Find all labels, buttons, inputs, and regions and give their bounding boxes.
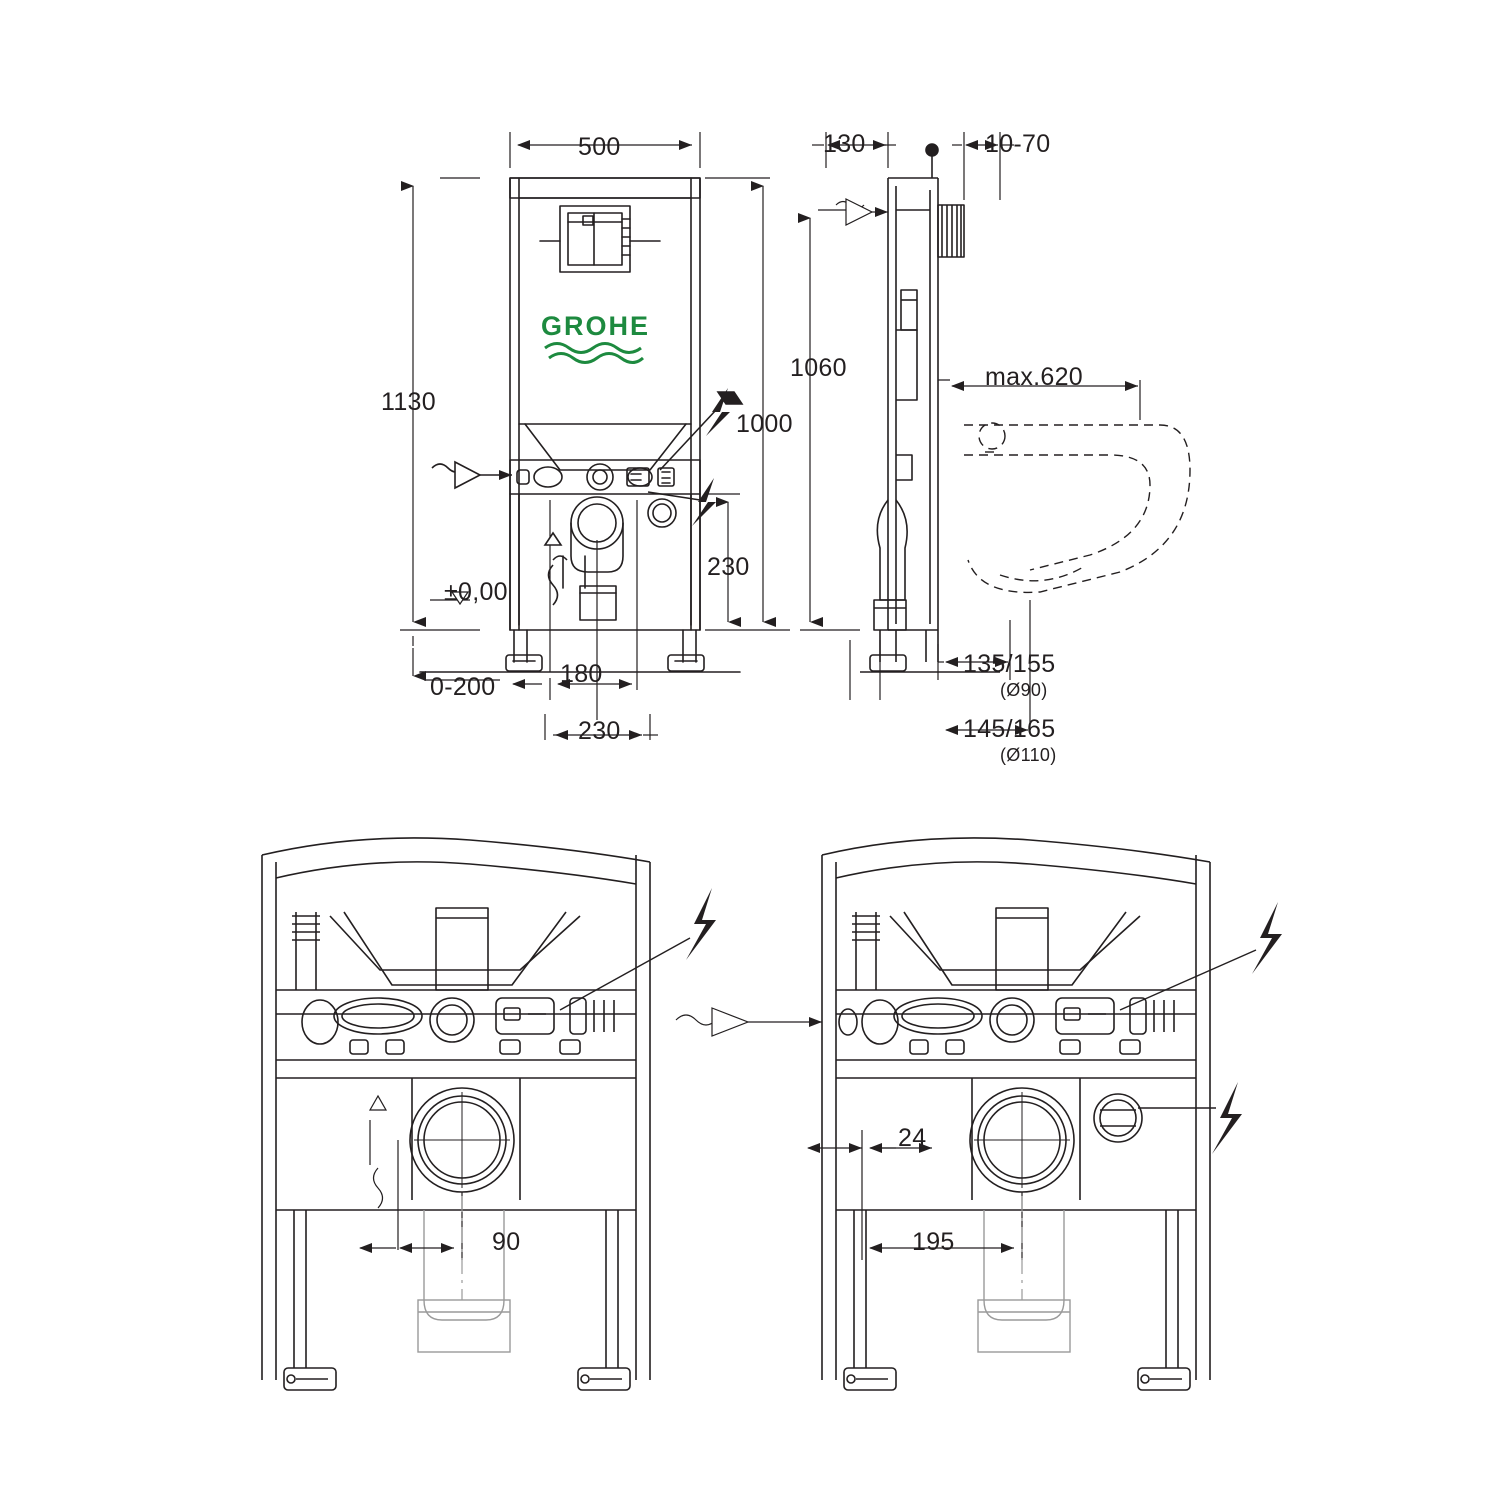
dim-height-230: 230 <box>707 553 750 581</box>
dim-height-1060: 1060 <box>790 354 847 382</box>
datum-label: ±0,00 <box>444 578 508 606</box>
detail-right-pipe-ghost <box>978 1210 1070 1352</box>
front-view-dimensions <box>400 132 790 740</box>
dim-offset-180: 180 <box>560 660 603 688</box>
detail-left-geometry <box>262 838 650 1390</box>
dim-width-500: 500 <box>578 133 621 161</box>
dim-detail-24: 24 <box>898 1124 927 1152</box>
wc-bowl-outline <box>964 423 1190 592</box>
dim-detail-90: 90 <box>492 1228 521 1256</box>
dim-offset-230: 230 <box>578 717 621 745</box>
grohe-logo-text: GROHE <box>541 311 651 341</box>
dim-height-1130: 1130 <box>381 388 436 416</box>
electric-symbols-detail <box>686 888 1282 1154</box>
dim-wall-offset: 10-70 <box>985 130 1051 158</box>
detail-right-geometry <box>822 838 1210 1390</box>
dim-height-1000: 1000 <box>736 410 793 438</box>
side-view-geometry <box>860 144 1000 672</box>
dim-outlet-110: 145/165 <box>963 715 1056 743</box>
dim-projection-max: max.620 <box>985 363 1083 391</box>
dim-depth-130: 130 <box>823 130 866 158</box>
dim-outlet-90-note: (Ø90) <box>1000 680 1048 700</box>
dim-detail-195: 195 <box>912 1228 955 1256</box>
dim-outlet-110-note: (Ø110) <box>1000 745 1057 765</box>
side-view-dimensions <box>800 132 1140 730</box>
dim-foot-0-200: 0-200 <box>430 673 496 701</box>
dim-outlet-90: 135/155 <box>963 650 1056 678</box>
